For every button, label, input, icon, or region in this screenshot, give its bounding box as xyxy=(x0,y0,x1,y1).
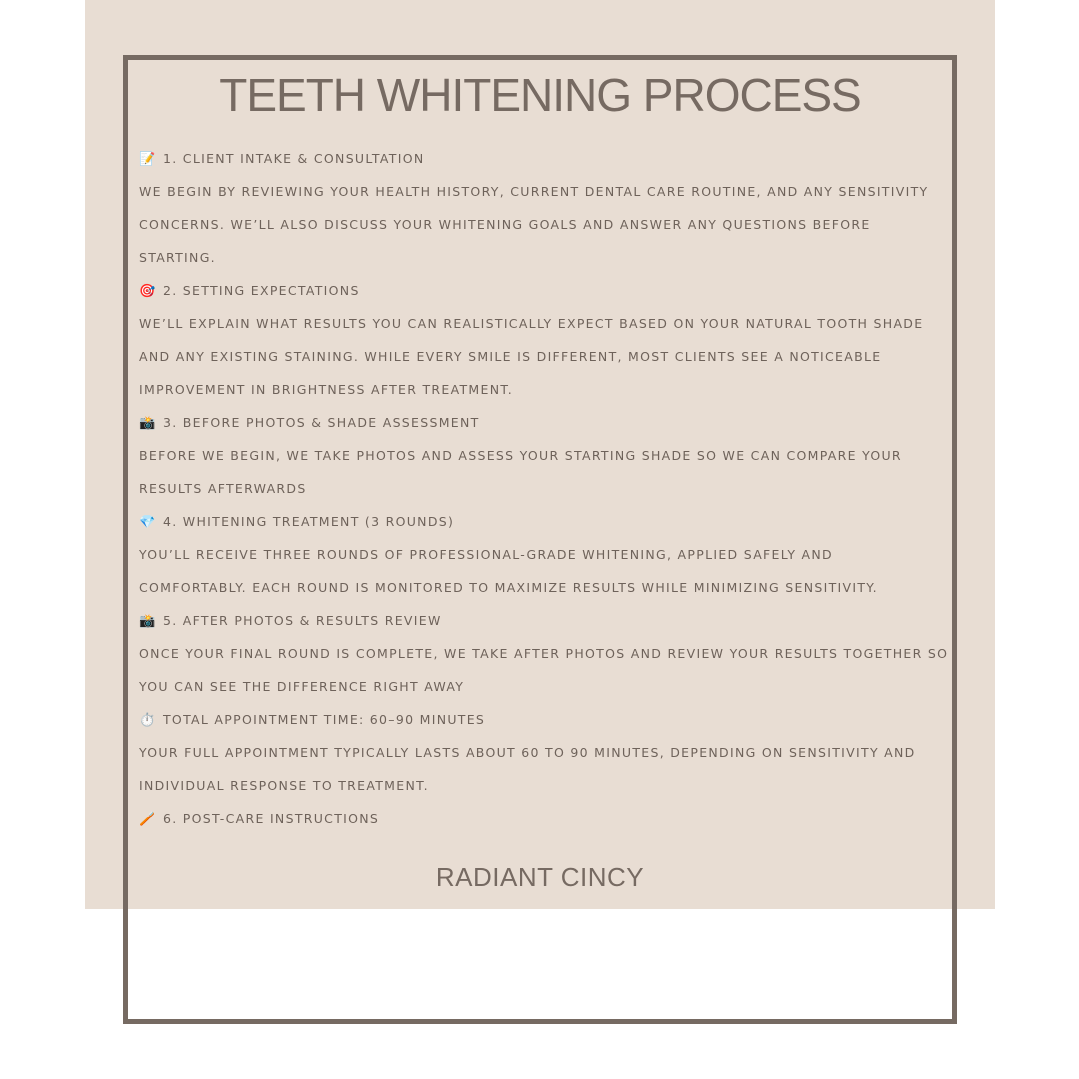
step-body-line: WE’LL EXPLAIN WHAT RESULTS YOU CAN REALISTICALLY EXPECT BASED ON YOUR NATURAL TOOTH SHADE xyxy=(139,316,924,331)
step-heading xyxy=(139,505,951,538)
target-icon: 🎯 xyxy=(139,284,156,299)
step-body-line: RESULTS AFTERWARDS xyxy=(139,481,307,496)
step-body-line: INDIVIDUAL RESPONSE TO TREATMENT. xyxy=(139,778,429,793)
step-heading-text: 5. AFTER PHOTOS & RESULTS REVIEW xyxy=(163,613,442,628)
step-heading xyxy=(139,802,951,835)
step-heading-text: 1. CLIENT INTAKE & CONSULTATION xyxy=(163,151,425,166)
memo-icon: 📝 xyxy=(139,152,156,167)
step-body-line: STARTING. xyxy=(139,250,216,265)
step-body-line: AND ANY EXISTING STAINING. WHILE EVERY SMILE IS DIFFERENT, MOST CLIENTS SEE A NOTICEABLE xyxy=(139,349,882,364)
step-body-line: WE BEGIN BY REVIEWING YOUR HEALTH HISTORY, CURRENT DENTAL CARE ROUTINE, AND ANY SENSITIVITY xyxy=(139,184,929,199)
step-heading xyxy=(139,274,951,307)
step-heading-text: TOTAL APPOINTMENT TIME: 60–90 MINUTES xyxy=(163,712,486,727)
step-heading xyxy=(139,406,951,439)
step-body-line: CONCERNS. WE’LL ALSO DISCUSS YOUR WHITENING GOALS AND ANSWER ANY QUESTIONS BEFORE xyxy=(139,217,871,232)
brand-name: RADIANT CINCY xyxy=(435,862,645,892)
step-body-line: YOUR FULL APPOINTMENT TYPICALLY LASTS ABOUT 60 TO 90 MINUTES, DEPENDING ON SENSITIVITY AND xyxy=(139,745,916,760)
step-body-line: ONCE YOUR FINAL ROUND IS COMPLETE, WE TAKE AFTER PHOTOS AND REVIEW YOUR RESULTS TOGETHER SO xyxy=(139,646,949,661)
toothbrush-icon: 🪥 xyxy=(139,812,156,827)
step-heading xyxy=(139,703,951,736)
step-heading xyxy=(139,142,951,175)
stopwatch-icon: ⏱️ xyxy=(139,713,156,728)
step-heading xyxy=(139,604,951,637)
step-heading-text: 2. SETTING EXPECTATIONS xyxy=(163,283,360,298)
page-title: TEETH WHITENING PROCESS xyxy=(219,69,861,121)
step-heading-text: 4. WHITENING TREATMENT (3 ROUNDS) xyxy=(163,514,455,529)
step-body-line: BEFORE WE BEGIN, WE TAKE PHOTOS AND ASSESS YOUR STARTING SHADE SO WE CAN COMPARE YOUR xyxy=(139,448,902,463)
step-body-line: COMFORTABLY. EACH ROUND IS MONITORED TO MAXIMIZE RESULTS WHILE MINIMIZING SENSITIVITY. xyxy=(139,580,878,595)
gem-icon: 💎 xyxy=(139,515,156,530)
step-heading-text: 6. POST-CARE INSTRUCTIONS xyxy=(163,811,380,826)
camera-flash-icon: 📸 xyxy=(139,416,156,431)
process-steps xyxy=(139,142,951,835)
camera-flash-icon: 📸 xyxy=(139,614,156,629)
step-body-line: YOU CAN SEE THE DIFFERENCE RIGHT AWAY xyxy=(139,679,465,694)
step-body-line: IMPROVEMENT IN BRIGHTNESS AFTER TREATMENT. xyxy=(139,382,514,397)
step-heading-text: 3. BEFORE PHOTOS & SHADE ASSESSMENT xyxy=(163,415,480,430)
step-body-line: YOU’LL RECEIVE THREE ROUNDS OF PROFESSIONAL-GRADE WHITENING, APPLIED SAFELY AND xyxy=(139,547,833,562)
